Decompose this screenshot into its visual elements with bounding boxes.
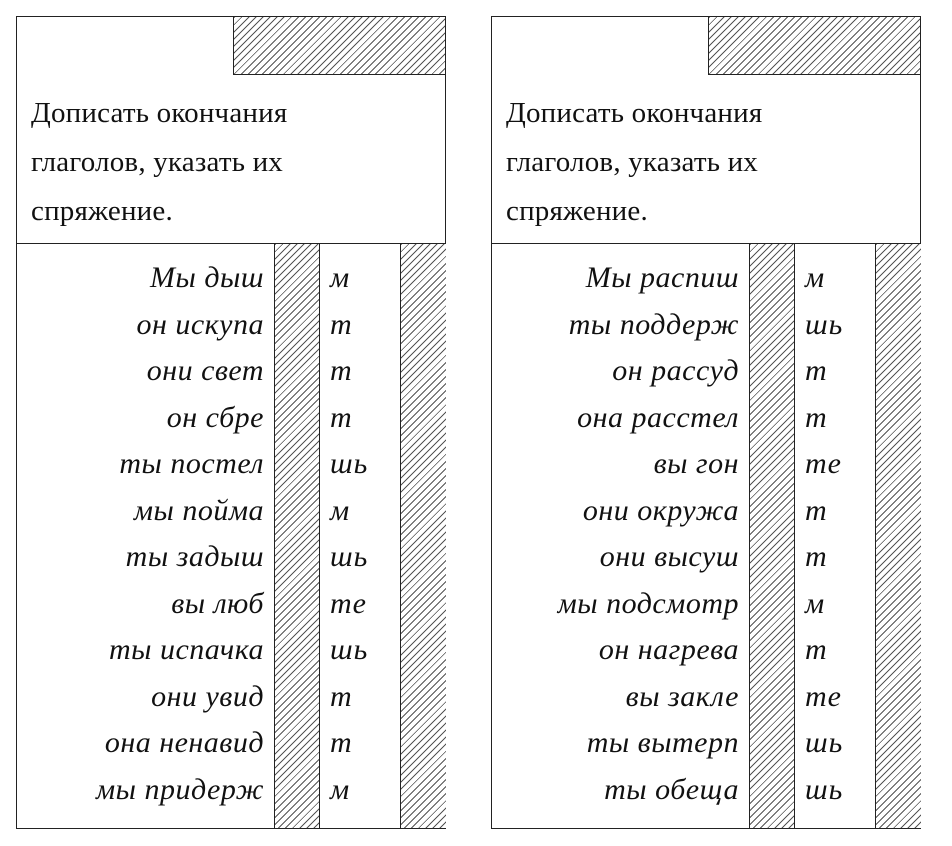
verb-row xyxy=(17,581,445,628)
verb-row xyxy=(492,255,920,302)
verb-ending: м xyxy=(330,493,351,527)
verb-stem: ты вытерп xyxy=(586,726,739,759)
verb-row xyxy=(492,627,920,674)
verb-stem: вы люб xyxy=(171,586,264,620)
verb-stem: Мы дыш xyxy=(150,261,264,294)
verb-ending: м xyxy=(330,261,351,294)
verb-ending: т xyxy=(330,400,353,434)
verb-ending: т xyxy=(330,726,353,759)
verb-ending: т xyxy=(330,307,353,341)
verb-ending: т xyxy=(805,493,828,527)
verb-stem: вы закле xyxy=(625,679,739,713)
verb-row xyxy=(17,534,445,581)
verb-row xyxy=(17,348,445,395)
verb-stem: ты задыш xyxy=(125,540,264,573)
header-divider xyxy=(17,243,445,244)
verb-row xyxy=(17,674,445,721)
verb-ending: м xyxy=(805,261,826,294)
verb-row xyxy=(17,488,445,535)
verb-row xyxy=(492,674,920,721)
verb-stem: он нагрева xyxy=(598,633,739,666)
card-title xyxy=(31,89,431,236)
verb-stem: он рассуд xyxy=(612,354,739,387)
verb-ending: м xyxy=(330,772,351,806)
verb-row xyxy=(17,627,445,674)
verb-ending: шь xyxy=(805,772,844,806)
verb-ending: те xyxy=(805,679,842,713)
verb-ending: те xyxy=(805,447,842,480)
verb-row xyxy=(492,395,920,442)
verb-ending: шь xyxy=(805,726,844,759)
verb-row xyxy=(17,255,445,302)
verb-stem: ты испачка xyxy=(109,633,264,666)
verb-row xyxy=(492,720,920,767)
verb-ending: м xyxy=(805,586,826,620)
hatched-corner-box xyxy=(708,17,920,75)
title-line: спряжение. xyxy=(506,195,648,227)
verb-row xyxy=(17,395,445,442)
verb-row xyxy=(492,302,920,349)
verb-ending: те xyxy=(330,586,367,620)
verb-ending: т xyxy=(805,633,828,666)
verb-ending: шь xyxy=(330,633,369,666)
exercise-card-right xyxy=(491,16,921,829)
verb-stem: они высуш xyxy=(599,540,739,573)
verb-stem: мы придерж xyxy=(96,772,264,806)
verb-ending: т xyxy=(805,400,828,434)
verb-row xyxy=(17,767,445,814)
card-title xyxy=(506,89,906,236)
title-line: глаголов, указать их xyxy=(506,146,758,178)
verb-stem: ты поддерж xyxy=(568,307,739,341)
verb-row xyxy=(492,488,920,535)
verb-ending: шь xyxy=(330,540,369,573)
verb-stem: она расстел xyxy=(577,400,739,434)
verb-row xyxy=(492,441,920,488)
verb-stem: они увид xyxy=(151,679,264,713)
verb-row xyxy=(492,348,920,395)
verb-row xyxy=(492,581,920,628)
header-divider xyxy=(492,243,920,244)
title-line: Дописать окончания xyxy=(31,97,288,129)
verb-ending: т xyxy=(330,679,353,713)
verb-stem: Мы распиш xyxy=(585,261,739,294)
verb-stem: они свет xyxy=(146,354,264,387)
title-line: спряжение. xyxy=(31,195,173,227)
title-line: глаголов, указать их xyxy=(31,146,283,178)
verb-ending: т xyxy=(805,540,828,573)
verb-stem: она ненавид xyxy=(104,726,264,759)
verb-stem: ты обеща xyxy=(604,772,739,806)
verb-list xyxy=(17,255,445,813)
verb-stem: он искупа xyxy=(136,307,264,341)
verb-row xyxy=(17,720,445,767)
verb-stem: они окружа xyxy=(582,493,739,527)
verb-ending: шь xyxy=(805,307,844,341)
verb-stem: мы подсмотр xyxy=(557,586,739,620)
verb-stem: он сбре xyxy=(166,400,264,434)
verb-row xyxy=(17,441,445,488)
verb-ending: шь xyxy=(330,447,369,480)
verb-row xyxy=(17,302,445,349)
verb-ending: т xyxy=(805,354,828,387)
verb-stem: мы пойма xyxy=(133,493,264,527)
title-line: Дописать окончания xyxy=(506,97,763,129)
exercise-card-left xyxy=(16,16,446,829)
verb-ending: т xyxy=(330,354,353,387)
verb-stem: вы гон xyxy=(653,447,739,480)
verb-row xyxy=(492,767,920,814)
verb-list xyxy=(492,255,920,813)
verb-row xyxy=(492,534,920,581)
verb-stem: ты постел xyxy=(119,447,264,480)
hatched-corner-box xyxy=(233,17,445,75)
